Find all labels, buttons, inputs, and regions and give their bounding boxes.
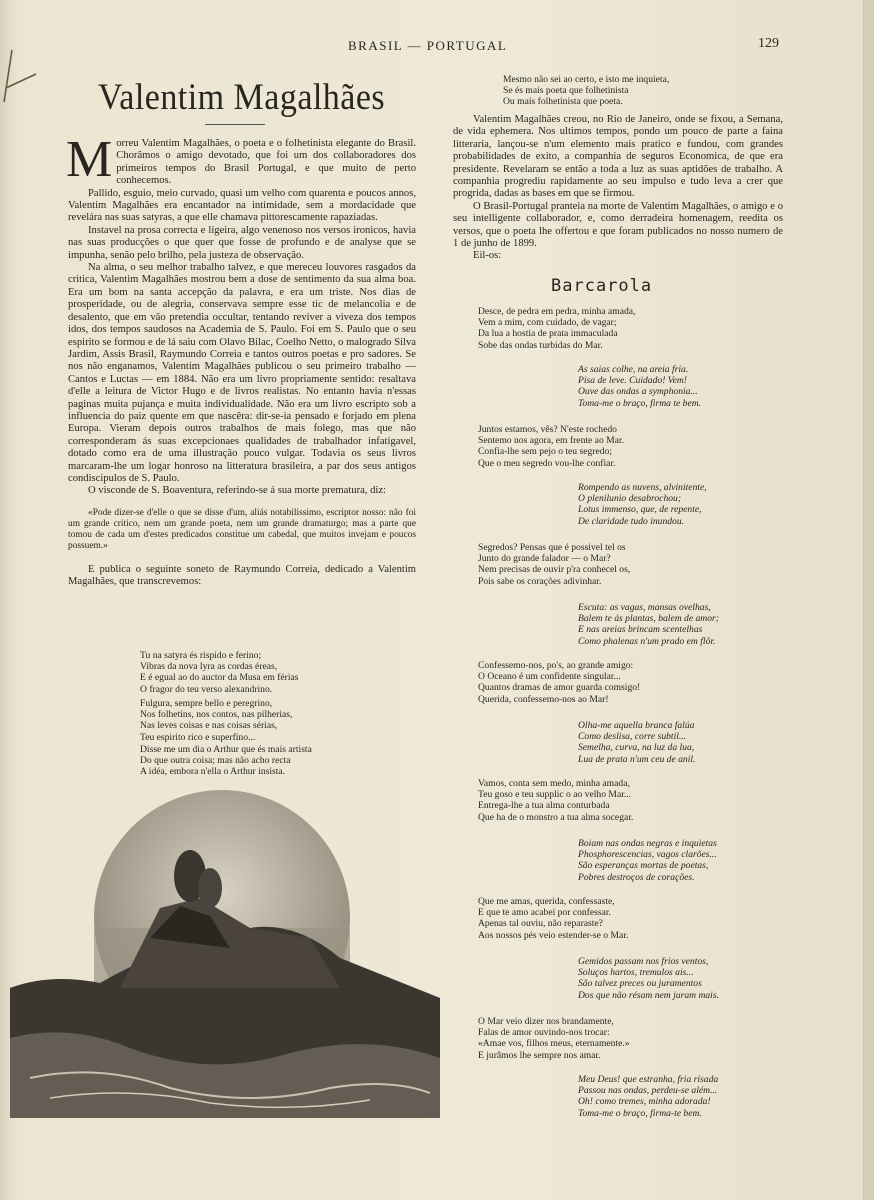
paragraph-7: O Brasil-Portugal pranteia na morte de Valentim Magalhães, o amigo e o seu intelligente collaborador, e, como derradeira homenagem, reedita os versos, que o poeta lhe offertou e que foram publicados no nosso numero de 1 de junho de 1899. xyxy=(453,200,783,250)
poem-stanza-11: Que me amas, querida, confessaste, E que te amo acabei por confessar. Apenas tal ouviu, não reparaste? Aos nossos pés veio estender-se o Mar. xyxy=(478,896,629,941)
poem-stanza-6: Escuta: as vagas, mansas ovelhas, Balem te ás plantas, balem de amor; E nas areias brincam scentelhas Como phalenas n'um prado em flôr. xyxy=(578,602,719,647)
poem-stanza-12: Gemidos passam nos frios ventos, Soluços hartos, tremulos ais... São talvez preces ou juramentos Dos que não résam nem juram mais. xyxy=(578,956,719,1001)
paragraph-4: Na alma, o seu melhor trabalho talvez, e que mereceu louvores rasgados da critica, Valentim Magalhães mostrou bem a dose de sentimento da sua alma boa. Era um bom na santa accepção da palavra, e era um triste. Nos dias de prosperidade, ou de alegria, conservava sempre esse tic de melancolia e de desalento, que em vão pretendia occultar, tentando reviver a viveza dos tempos idos, dos tempos saudosos na Academia de S. Paulo. Foi em S. Paulo que o seu espirito se formou e de lá saiu com Olavo Bilac, Coelho Netto, o malogrado Silva Jardim, Assis Brasil, Raymundo Correia e tantos outros poetas e pro sadores. Se nos não enganamos, Valentim Magalhães publicou o seu primeiro trabalho — Cantos e Luctas — em 1884. Não era um livro propriamente sentido: resaltava d'elle a leitura de Victor Hugo e de livros realistas. No entanto havia n'essas paginas muita pujança e muita individualidade. Não era um livro escripto sob a influencia do paiz quente em que nascêra: dir-se-ia pensado e forjado em plena Europa. Vieram depois outros trabalhos de mais folego, mas que não corresponderam ás suas excepcionaes qualidades de trabalhador infatigavel, dotado como era de uma illustração pouco vulgar. Todavia os seus livros marcaram-lhe um logar honroso na litteratura brasileira, a par dos seus antigos condiscipulos de S. Paulo. xyxy=(68,262,416,484)
sonnet-stanza-2: Fulgura, sempre bello e peregrino, Nos folhetins, nos contos, nas pilherias, Nas leves coisas e nas coisas sérias, Teu espirito rico e superfino... xyxy=(140,698,293,743)
paragraph-8: Eil-os: xyxy=(473,250,502,262)
sonnet-stanza-3: Disse me um dia o Arthur que és mais artista Do que outra coisa; mas não acho recta A idéa, embora n'ella o Arthur insista. xyxy=(140,744,312,778)
poem-stanza-2: As saias colhe, na areia fria. Pisa de leve. Cuidado! Vem! Ouve das ondas a symphonia... Toma-me o braço, firma te bem. xyxy=(578,364,702,409)
drop-cap: M xyxy=(66,131,113,188)
paragraph-5: O visconde de S. Boaventura, referindo-se á sua morte prematura, diz: xyxy=(88,485,386,497)
poem-stanza-8: Olha-me aquella branca falúa Como deslisa, corre subtil... Semelha, curva, na luz da lua, Lua de prata n'um ceu de anil. xyxy=(578,720,696,765)
visconde-quote: «Pode dizer-se d'elle o que se disse d'um, aliás notabilissimo, escriptor nosso: não foi um grande critico, nem um grande poeta, nem um grande dramaturgo; mas a parte que tomou de cada um d'estes predicados constitue um cabedal, que muitos invejam e poucos possuem.» xyxy=(68,507,416,551)
poem-stanza-13: O Mar veio dizer nos brandamente, Falas de amor ouvindo-nos trocar: «Amae vos, filhos meus, eternamente.» E jurâmos lhe sempre nos amar. xyxy=(478,1016,630,1061)
poem-stanza-10: Boiam nas ondas negras e inquietas Phosphorescencias, vagos clarões... São esperanças mortas de poetas, Pobres destroços de corações. xyxy=(578,838,717,883)
paragraph-2: Pallido, esguio, meio curvado, quasi um velho com quarenta e poucos annos, Valentim Magalhães era encantador na intimidade, sem a mordacidade que revelára nas suas satyras, a que elle chamava pittorescamente rapaziadas. xyxy=(68,187,416,224)
title-rule xyxy=(205,124,265,125)
paragraph-1: Morreu Valentim Magalhães, o poeta e o folhetinista elegante do Brasil. Chorâmos o amigo devotado, que foi um dos collaboradores dos primeiros tempos do Brasil Portugal, e que muito de perto conhecemos. xyxy=(66,131,416,188)
right-column xyxy=(453,114,783,263)
sonnet-stanza-1: Tu na satyra és rispido e ferino; Vibras da nova lyra as cordas éreas, E é egual ao do auctor da Musa em férias O fragor do teu verso alexandrino. xyxy=(140,650,299,695)
poem-stanza-1: Desce, de pedra em pedra, minha amada, Vem a mim, com cuidado, de vagar; Da lua a hostia de prata immaculada Sobe das ondas turbidas do Mar. xyxy=(478,306,636,351)
poem-stanza-9: Vamos, conta sem medo, minha amada, Teu goso e teu supplic o ao velho Mar... Entrega-lhe a tua alma conturbada Que ha de o monstro a tua alma socegar. xyxy=(478,778,634,823)
poem-stanza-14: Meu Deus! que estranha, fria risada Passou nas ondas, perdeu-se além... Oh! como tremes, minha adorada! Toma-me o braço, firma-te bem. xyxy=(578,1074,719,1119)
margin-pencil-mark xyxy=(0,40,40,110)
sonnet-intro: E publica o seguinte soneto de Raymundo Correia, dedicado a Valentim Magalhães, que transcrevemos: xyxy=(68,563,416,588)
page-number: 129 xyxy=(758,36,779,51)
poem-stanza-7: Confessemo-nos, po's, ao grande amigo: O Oceano é um confidente singular... Quantos dramas de amor guarda comsigo! Querida, confessemo-nos ao Mar! xyxy=(478,660,641,705)
article-title: Valentim Magalhães xyxy=(98,77,386,118)
sonnet-final-tercet: Mesmo não sei ao certo, e isto me inquieta, Se és mais poeta que folhetinista Ou mais folhetinista que poeta. xyxy=(503,74,670,108)
poem-stanza-5: Segredos? Pensas que é possivel tel os Junto do grande falador — o Mar? Nem precisas de ouvir p'ra conhecel os, Pois sabe os corações adivinhar. xyxy=(478,542,631,587)
engraving-illustration xyxy=(10,788,440,1118)
poem-stanza-4: Rompendo as nuvens, alvinitente, O plenilunio desabrochou; Lotus immenso, que, de repente, De claridade tudo inundou. xyxy=(578,482,707,527)
paragraph-6: Valentim Magalhães creou, no Rio de Janeiro, onde se fixou, a Semana, de vida ephemera. Nos ultimos tempos, pondo um pouco de parte a faina litteraria, lançou-se n'um elemento mais pratico e fundou, com grandes probabilidades de exito, a companhia de seguros Economica, de que era presidente. Revelaram se então a toda a luz as suas aptidões de trabalho. A companhia progrediu rapidamente ao seu impulso e tudo leva a crer que progrida, dadas as bases em que se firmou. xyxy=(453,114,783,200)
page-edge xyxy=(863,0,874,1200)
left-column xyxy=(66,131,416,589)
paragraph-3: Instavel na prosa correcta e ligeira, algo venenoso nos versos ironicos, havia nas suas producções o que quer que fosse de profundo e de analyse que se impunha, senão pelo brilho, pela justeza de observação. xyxy=(68,224,416,261)
poem-stanza-3: Juntos estamos, vês? N'este rochedo Sentemo nos agora, em frente ao Mar. Confia-lhe sem pejo o teu segredo; Que o meu segredo vou-lhe confiar. xyxy=(478,424,624,469)
running-title: BRASIL — PORTUGAL xyxy=(348,38,508,53)
poem-title: Barcarola xyxy=(551,276,653,296)
